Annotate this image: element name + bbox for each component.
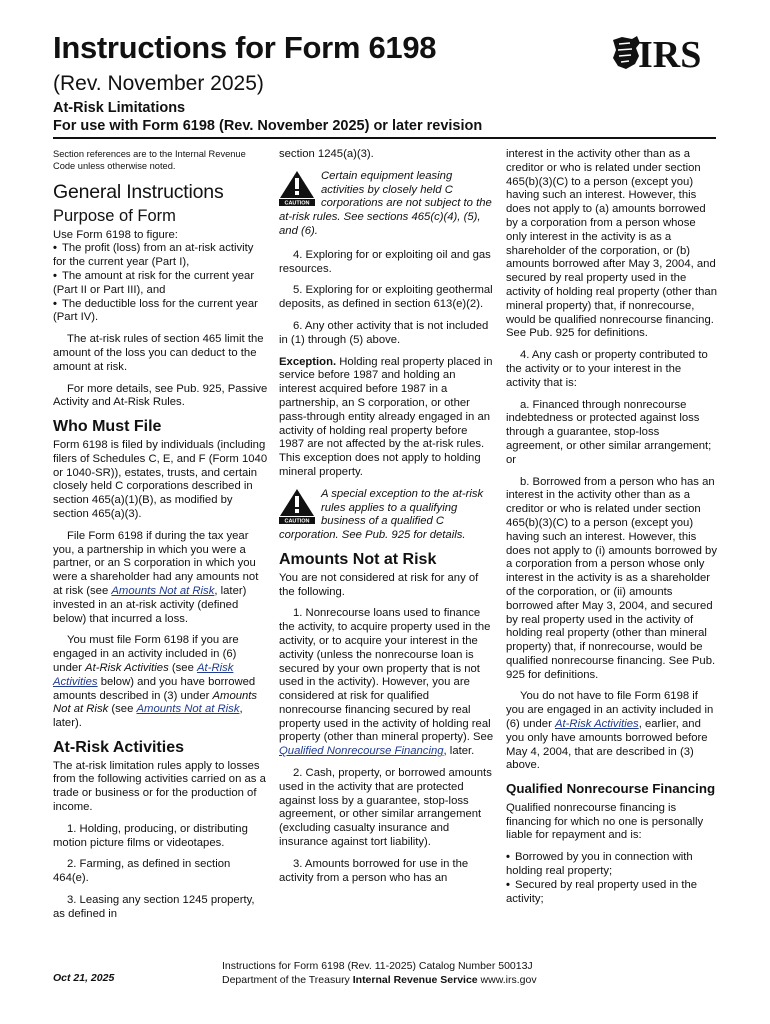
svg-text:CAUTION: CAUTION <box>284 518 310 524</box>
qnf-bullet-1: • Borrowed by you in connection with holding real property; <box>506 851 718 879</box>
who-paragraph-3: You must file Form 6198 if you are engaged in an activity included in (6) under At-Risk Activities (see At-Risk Activities below) and you have borrowed amounts described in (3) under Amounts Not at Risk (see Amounts Not at Risk, later). <box>53 634 258 730</box>
atrisk-rules-paragraph: The at-risk rules of section 465 limit the amount of the loss you can deduct to the amount at risk. <box>53 333 264 373</box>
subtitle-use-with: For use with Form 6198 (Rev. November 2025) or later revision <box>53 118 483 134</box>
revision-date: (Rev. November 2025) <box>53 72 264 95</box>
link-amounts-not-at-risk-2[interactable]: Amounts Not at Risk <box>136 703 240 716</box>
col3-continuation: interest in the activity other than as a creditor or who is related under section 465(b)(3)(C) to a person (except you) having such an interest. However, this does not apply to (a) amounts borrowed by a corporation from a person whose only interest in the activity is as a shareholder of the corporation, or (b) amounts borrowed after May 3, 2004, and secured by real property used in the activity of holding real property (other than mineral property) that, if nonrecourse, would be qualified nonrecourse financing. See Pub. 925 for definitions. <box>506 148 717 340</box>
footer-catalog: Instructions for Form 6198 (Rev. 11-2025) Catalog Number 50013J <box>222 960 533 972</box>
column-2 <box>279 148 494 893</box>
purpose-intro: Use Form 6198 to figure: <box>53 228 178 241</box>
at-risk-activities-heading: At-Risk Activities <box>53 738 184 756</box>
amounts-item-4a: a. Financed through nonrecourse indebtedness or protected against loss through a guarantee, stop-loss agreement, or other similar arrangement; or <box>506 398 712 466</box>
activity-item-5: 5. Exploring for or exploiting geothermal deposits, as defined in section 613(e)(2). <box>279 284 493 311</box>
general-instructions-heading: General Instructions <box>53 181 224 203</box>
footer-department: Department of the Treasury Internal Revenue Service www.irs.gov <box>222 974 537 986</box>
svg-text:CAUTION: CAUTION <box>284 200 310 206</box>
purpose-heading: Purpose of Form <box>53 206 176 225</box>
caution-text-1: Certain equipment leasing activities by closely held C corporations are not subject to the at-risk rules. See sections 465(c)(4), (5), and (6). <box>279 169 492 237</box>
amounts-intro: You are not considered at risk for any of the following. <box>279 571 479 598</box>
at-risk-item-1: 1. Holding, producing, or distributing motion picture films or videotapes. <box>53 822 248 849</box>
amounts-not-at-risk-heading: Amounts Not at Risk <box>279 550 437 568</box>
header-rule <box>53 137 716 139</box>
amounts-item-4b: b. Borrowed from a person who has an interest in the activity other than as a creditor or who is related under section 465(b)(3)(C) to a person (except you) having such an interest. However, this does not apply to (i) amounts borrowed by a corporation from a person whose only interest in the activity is as a shareholder of the corporation, or (ii) amounts borrowed after May 3, 2004, and secured by real property used in the activity of holding real property (other than mineral property) that, if nonrecourse, would be qualified nonrecourse financing. See Pub. 925 for definitions. <box>506 475 717 681</box>
link-at-risk-activities[interactable]: At-Risk Activities <box>53 661 234 688</box>
who-must-file-heading: Who Must File <box>53 418 162 436</box>
column-3 <box>506 148 718 906</box>
who-paragraph-2: File Form 6198 if during the tax year you, a partnership in which you were a partner, or an S corporation in which you were a shareholder had any amounts not at risk (see Amounts Not at Risk, later) invested in an at-risk activity (defined below) that incurred a loss. <box>53 529 259 625</box>
exception-paragraph: Exception. Holding real property placed in service before 1987 and holding an interest acquired before 1987 in a partnership, an S corporation, or other pass-through entity already engaged in an activity of holding real property before 1987 are not affected by the at-risk rules. This exception does not apply to holding mineral property. <box>279 355 493 478</box>
activity-item-6: 6. Any other activity that is not included in (1) through (5) above. <box>279 319 489 346</box>
purpose-bullet-1: • The profit (loss) from an at-risk activity for the current year (Part I), <box>53 242 268 270</box>
col2-continuation: section 1245(a)(3). <box>279 148 374 160</box>
document-title: Instructions for Form 6198 <box>53 30 437 65</box>
purpose-bullet-2: • The amount at risk for the current year (Part II or Part III), and <box>53 270 268 298</box>
at-risk-item-3: 3. Leasing any section 1245 property, as defined in <box>53 894 255 920</box>
link-amounts-not-at-risk[interactable]: Amounts Not at Risk <box>111 584 215 597</box>
caution-box-2 <box>279 488 494 543</box>
irs-logo-icon <box>610 34 716 72</box>
caution-box-1 <box>279 170 494 239</box>
amounts-item-2: 2. Cash, property, or borrowed amounts used in the activity that are protected against loss by a guarantee, stop-loss agreement, or other similar arrangement (excluding casualty insurance and insurance against tort liability). <box>279 767 492 849</box>
no-file-paragraph: You do not have to file Form 6198 if you are engaged in an activity included in (6) under At-Risk Activities, earlier, and you only have amounts borrowed before May 4, 2004, that are described in (3) above. <box>506 690 714 772</box>
subtitle-at-risk: At-Risk Limitations <box>53 100 186 116</box>
qualified-nonrecourse-financing-heading: Qualified Nonrecourse Financing <box>506 781 716 797</box>
svg-text:IRS: IRS <box>638 34 702 72</box>
amounts-item-3: 3. Amounts borrowed for use in the activity from a person who has an <box>279 857 469 884</box>
more-details-paragraph: For more details, see Pub. 925, Passive Activity and At-Risk Rules. <box>53 382 268 409</box>
link-qualified-nonrecourse-financing[interactable]: Qualified Nonrecourse Financing <box>279 745 444 758</box>
who-paragraph-1: Form 6198 is filed by individuals (including filers of Schedules C, E, and F (Form 1040 or 1040-SR)), estates, trusts, and certain closely held C corporations described in section 465(a)(1)(B), as modified by section 465(a)(3). <box>53 438 268 520</box>
amounts-item-1: 1. Nonrecourse loans used to finance the activity, to acquire property used in the activity, or to acquire your interest in the activity (unless the nonrecourse loan is secured by your own property that is not used in the activity). However, you are considered at risk for qualified nonrecourse financing secured by real property used in the activity of holding real property (other than mineral property). See Qualified Nonrecourse Financing, later. <box>279 607 494 758</box>
section-note: Section references are to the Internal Revenue Code unless otherwise noted. <box>53 149 246 171</box>
footer-date: Oct 21, 2025 <box>53 972 115 984</box>
at-risk-item-2: 2. Farming, as defined in section 464(e). <box>53 858 231 885</box>
amounts-item-4: 4. Any cash or property contributed to the activity or to your interest in the activity that is: <box>506 349 708 389</box>
column-1 <box>53 148 268 930</box>
caution-icon <box>279 488 315 524</box>
at-risk-paragraph: The at-risk limitation rules apply to losses from the following activities carried on as a trade or business or for the production of income. <box>53 759 266 814</box>
link-at-risk-activities-2[interactable]: At-Risk Activities <box>554 718 639 731</box>
qnf-paragraph: Qualified nonrecourse financing is financing for which no one is personally liable for repayment and is: <box>506 801 704 842</box>
purpose-bullet-3: • The deductible loss for the current year (Part IV). <box>53 298 268 326</box>
caution-icon <box>279 170 315 206</box>
qnf-bullet-2: • Secured by real property used in the activity; <box>506 879 718 907</box>
activity-item-4: 4. Exploring for or exploiting oil and gas resources. <box>279 248 491 275</box>
caution-text-2: A special exception to the at-risk rules applies to a qualifying business of a qualified C corporation. See Pub. 925 for details. <box>279 487 484 542</box>
